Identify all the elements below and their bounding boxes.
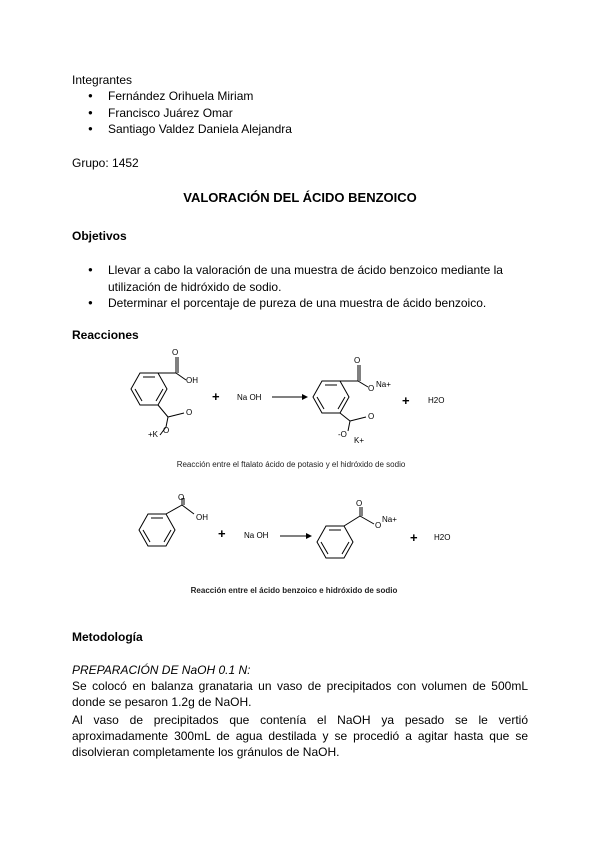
objectives-heading: Objetivos <box>72 229 127 243</box>
methodology-subheading: PREPARACIÓN DE NaOH 0.1 N: <box>72 663 251 677</box>
reaction1-product-o-top: O <box>354 356 361 365</box>
reaction1-product-o-bot: -O <box>338 430 347 439</box>
reaction1-h2o: H2O <box>428 396 445 405</box>
methodology-paragraph-2: Al vaso de precipitados que contenía el NaOH ya pesado se le vertió aproximadamente 300mL de agua destilada y se procedió a agitar hasta que se disolvieran completamente los gránulos de NaOH. <box>72 713 528 759</box>
reaction2-plus-1: + <box>218 526 226 541</box>
reaction1-na-plus: Na+ <box>376 380 391 389</box>
reactions-heading: Reacciones <box>72 328 139 342</box>
reaction1-oh: OH <box>186 376 198 385</box>
reaction1-caption: Reacción entre el ftalato ácido de potasio y el hidróxido de sodio <box>176 460 406 469</box>
document-title: VALORACIÓN DEL ÁCIDO BENZOICO <box>183 190 417 205</box>
reaction2-o-top: O <box>178 493 185 502</box>
list-item: ● Santiago Valdez Daniela Alejandra <box>82 121 522 138</box>
members-list <box>82 88 522 138</box>
reaction1-o-top: O <box>172 348 179 357</box>
reaction1-product-o-mid: O <box>368 412 375 421</box>
objectives-list <box>82 262 522 312</box>
list-item: ● Francisco Juárez Omar <box>82 105 522 122</box>
list-item: ● Llevar a cabo la valoración de una muestra de ácido benzoico mediante la utilización de hidróxido de sodio. <box>82 262 522 295</box>
reaction2-na-plus: Na+ <box>382 515 397 524</box>
list-item: ● Fernández Orihuela Miriam <box>82 88 522 105</box>
reaction1-plus-2: + <box>402 393 410 408</box>
reaction2-oh: OH <box>196 513 208 522</box>
reaction2-product-o-top: O <box>356 499 363 508</box>
reaction2-reactant-structure <box>139 498 194 546</box>
methodology-paragraph-1: Se colocó en balanza granataria un vaso de precipitados con volumen de 500mL donde se pesaron 1.2g de NaOH. <box>72 679 528 709</box>
reaction1-product-structure <box>313 365 368 431</box>
reaction2-caption: Reacción entre el ácido benzoico e hidróxido de sodio <box>190 586 398 595</box>
reaction1-k-plus: +K <box>148 430 159 439</box>
reaction2-h2o: H2O <box>434 533 451 542</box>
reaction1-product-o-na: O <box>368 384 375 393</box>
reaction2-plus-2: + <box>410 530 418 545</box>
reaction1-scheme <box>110 345 470 455</box>
list-item: ● Determinar el porcentaje de pureza de una muestra de ácido benzoico. <box>82 295 522 312</box>
reaction1-plus-1: + <box>212 389 220 404</box>
reaction1-reactant-structure <box>131 357 186 435</box>
group-number: Grupo: 1452 <box>72 156 139 170</box>
reaction1-o-mid: O <box>186 408 193 417</box>
reaction2-scheme <box>130 493 470 570</box>
reaction2-product-structure <box>317 507 374 558</box>
reaction1-naoh: Na OH <box>237 393 262 402</box>
reaction2-arrow <box>280 533 312 539</box>
methodology-heading: Metodología <box>72 630 143 644</box>
reaction1-product-k: K+ <box>354 436 365 445</box>
members-label: Integrantes <box>72 73 133 87</box>
reaction1-arrow <box>272 394 308 400</box>
reaction2-naoh: Na OH <box>244 531 269 540</box>
reaction2-product-o-na: O <box>375 521 382 530</box>
reaction1-o-bot: O <box>163 426 170 435</box>
